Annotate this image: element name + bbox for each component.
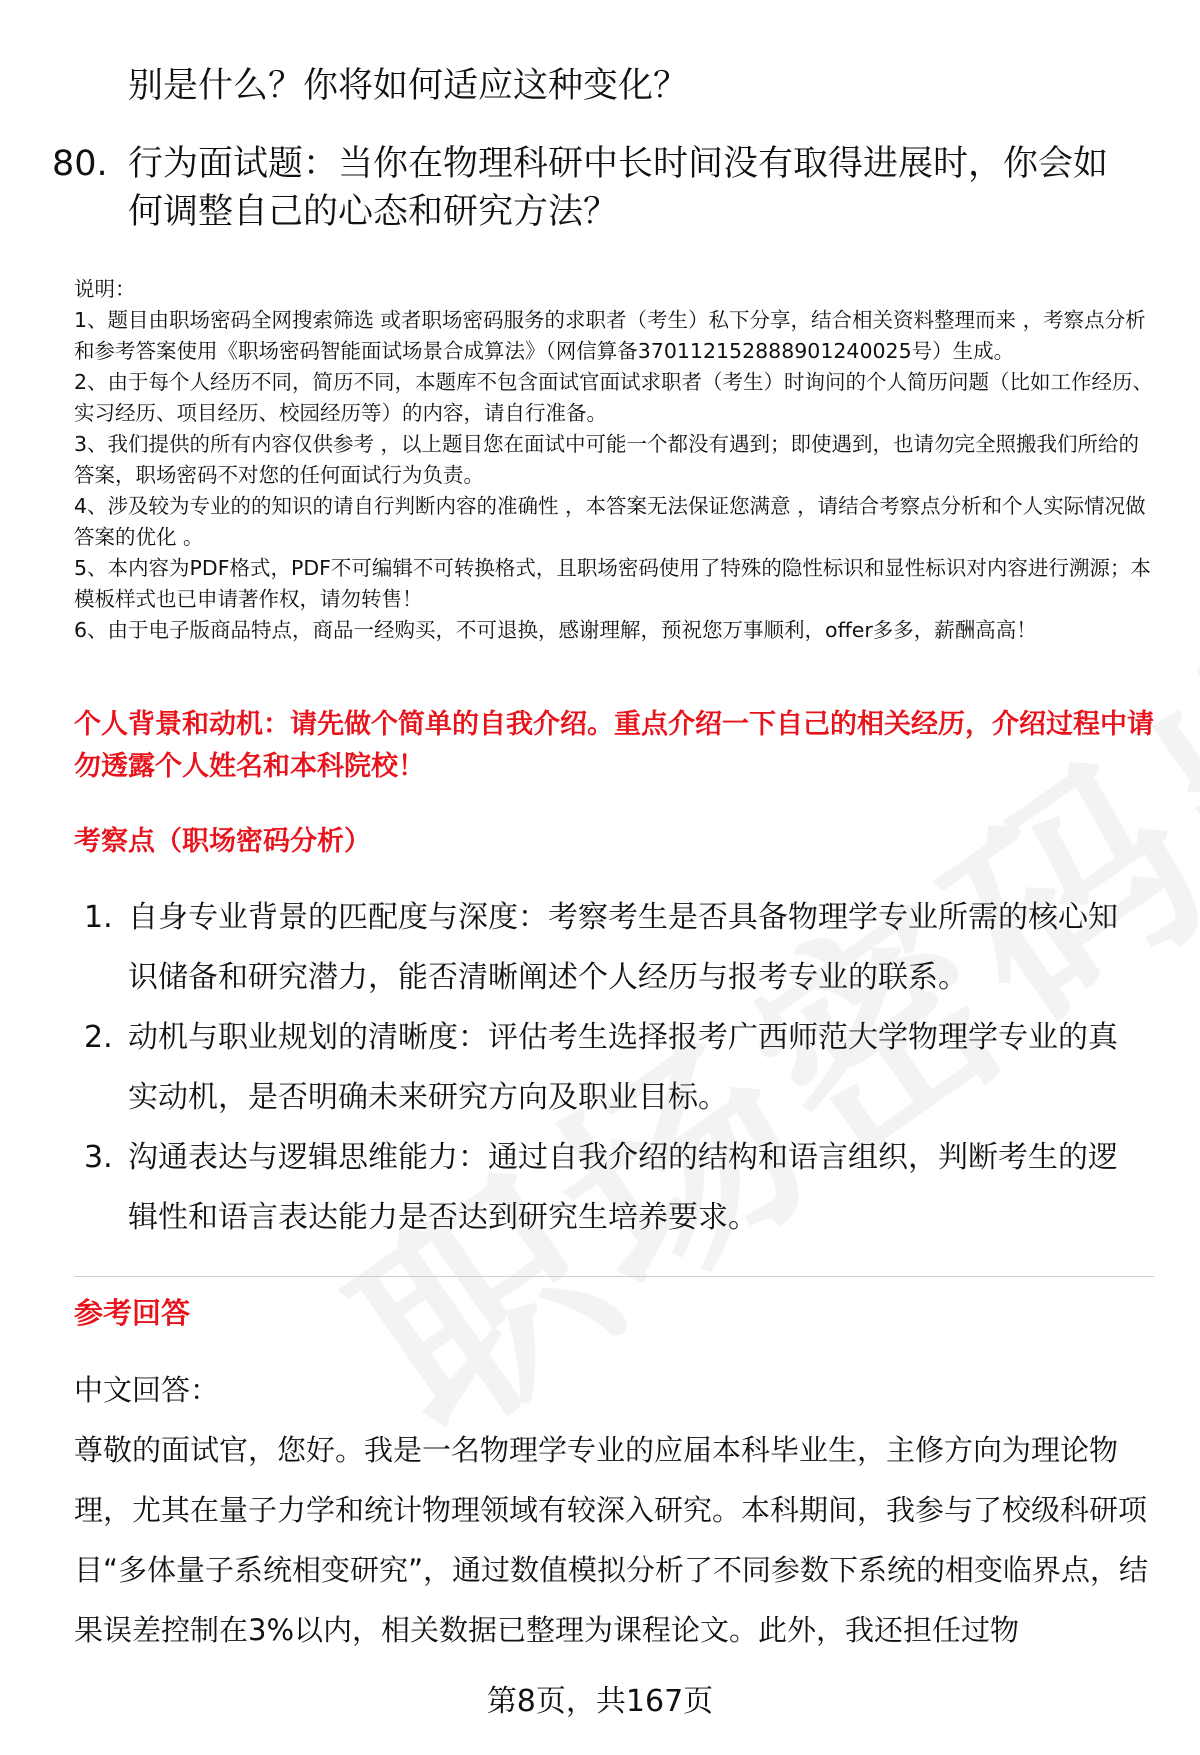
notes-block <box>74 274 1154 646</box>
answer-label: 中文回答： <box>74 1373 220 1407</box>
section-title: 个人背景和动机：请先做个简单的自我介绍。重点介绍一下自己的相关经历，介绍过程中请勿透露个人姓名和本科院校！ <box>74 709 1154 782</box>
note-item: 6、由于电子版商品特点，商品一经购买，不可退换，感谢理解，预祝您万事顺利，offer多多，薪酬高高！ <box>74 618 1037 642</box>
list-item <box>84 888 1144 1008</box>
point-number: 1. <box>84 900 113 935</box>
point-text: 动机与职业规划的清晰度：评估考生选择报考广西师范大学物理学专业的真实动机，是否明确未来研究方向及职业目标。 <box>128 1020 1118 1115</box>
note-item: 1、题目由职场密码全网搜索筛选 或者职场密码服务的求职者（考生）私下分享，结合相关资料整理而来 ，考察点分析和参考答案使用《职场密码智能面试场景合成算法》（网信算备370112152888901240025号）生成。 <box>74 308 1146 363</box>
analysis-points <box>84 888 1144 1248</box>
question-number: 80. <box>52 144 108 184</box>
question-item <box>52 140 1152 236</box>
page-footer: 第8页，共167页 <box>486 1684 714 1719</box>
note-item: 5、本内容为PDF格式，PDF不可编辑不可转换格式，且职场密码使用了特殊的隐性标识和显性标识对内容进行溯源；本模板样式也已申请著作权，请勿转售！ <box>74 556 1151 611</box>
analysis-heading: 考察点（职场密码分析） <box>74 826 371 857</box>
question-continuation: 别是什么？你将如何适应这种变化？ <box>128 66 689 106</box>
point-number: 2. <box>84 1020 113 1055</box>
notes-heading: 说明： <box>74 277 136 301</box>
note-item: 2、由于每个人经历不同，简历不同，本题库不包含面试官面试求职者（考生）时询问的个人简历问题（比如工作经历、实习经历、项目经历、校园经历等）的内容，请自行准备。 <box>74 370 1154 425</box>
answer-block <box>74 1360 1156 1660</box>
list-item <box>84 1128 1144 1248</box>
list-item <box>84 1008 1144 1128</box>
point-text: 沟通表达与逻辑思维能力：通过自我介绍的结构和语言组织，判断考生的逻辑性和语言表达能力是否达到研究生培养要求。 <box>128 1140 1118 1235</box>
note-item: 4、涉及较为专业的的知识的请自行判断内容的准确性 ，本答案无法保证您满意 ，请结合考察点分析和个人实际情况做答案的优化 。 <box>74 494 1146 549</box>
reference-heading: 参考回答 <box>74 1296 191 1330</box>
point-number: 3. <box>84 1140 113 1175</box>
note-item: 3、我们提供的所有内容仅供参考 ，以上题目您在面试中可能一个都没有遇到；即使遇到，也请勿完全照搬我们所给的答案，职场密码不对您的任何面试行为负责。 <box>74 432 1140 487</box>
point-text: 自身专业背景的匹配度与深度：考察考生是否具备物理学专业所需的核心知识储备和研究潜力，能否清晰阐述个人经历与报考专业的联系。 <box>128 900 1118 995</box>
section-divider <box>74 1276 1154 1277</box>
question-text: 行为面试题：当你在物理科研中长时间没有取得进展时，你会如何调整自己的心态和研究方法？ <box>128 144 1109 232</box>
answer-paragraph: 尊敬的面试官，您好。我是一名物理学专业的应届本科毕业生，主修方向为理论物理，尤其在量子力学和统计物理领域有较深入研究。本科期间，我参与了校级科研项目“多体量子系统相变研究”，通过数值模拟分析了不同参数下系统的相变临界点，结果误差控制在3%以内，相关数据已整理为课程论文。此外，我还担任过物 <box>74 1433 1149 1647</box>
